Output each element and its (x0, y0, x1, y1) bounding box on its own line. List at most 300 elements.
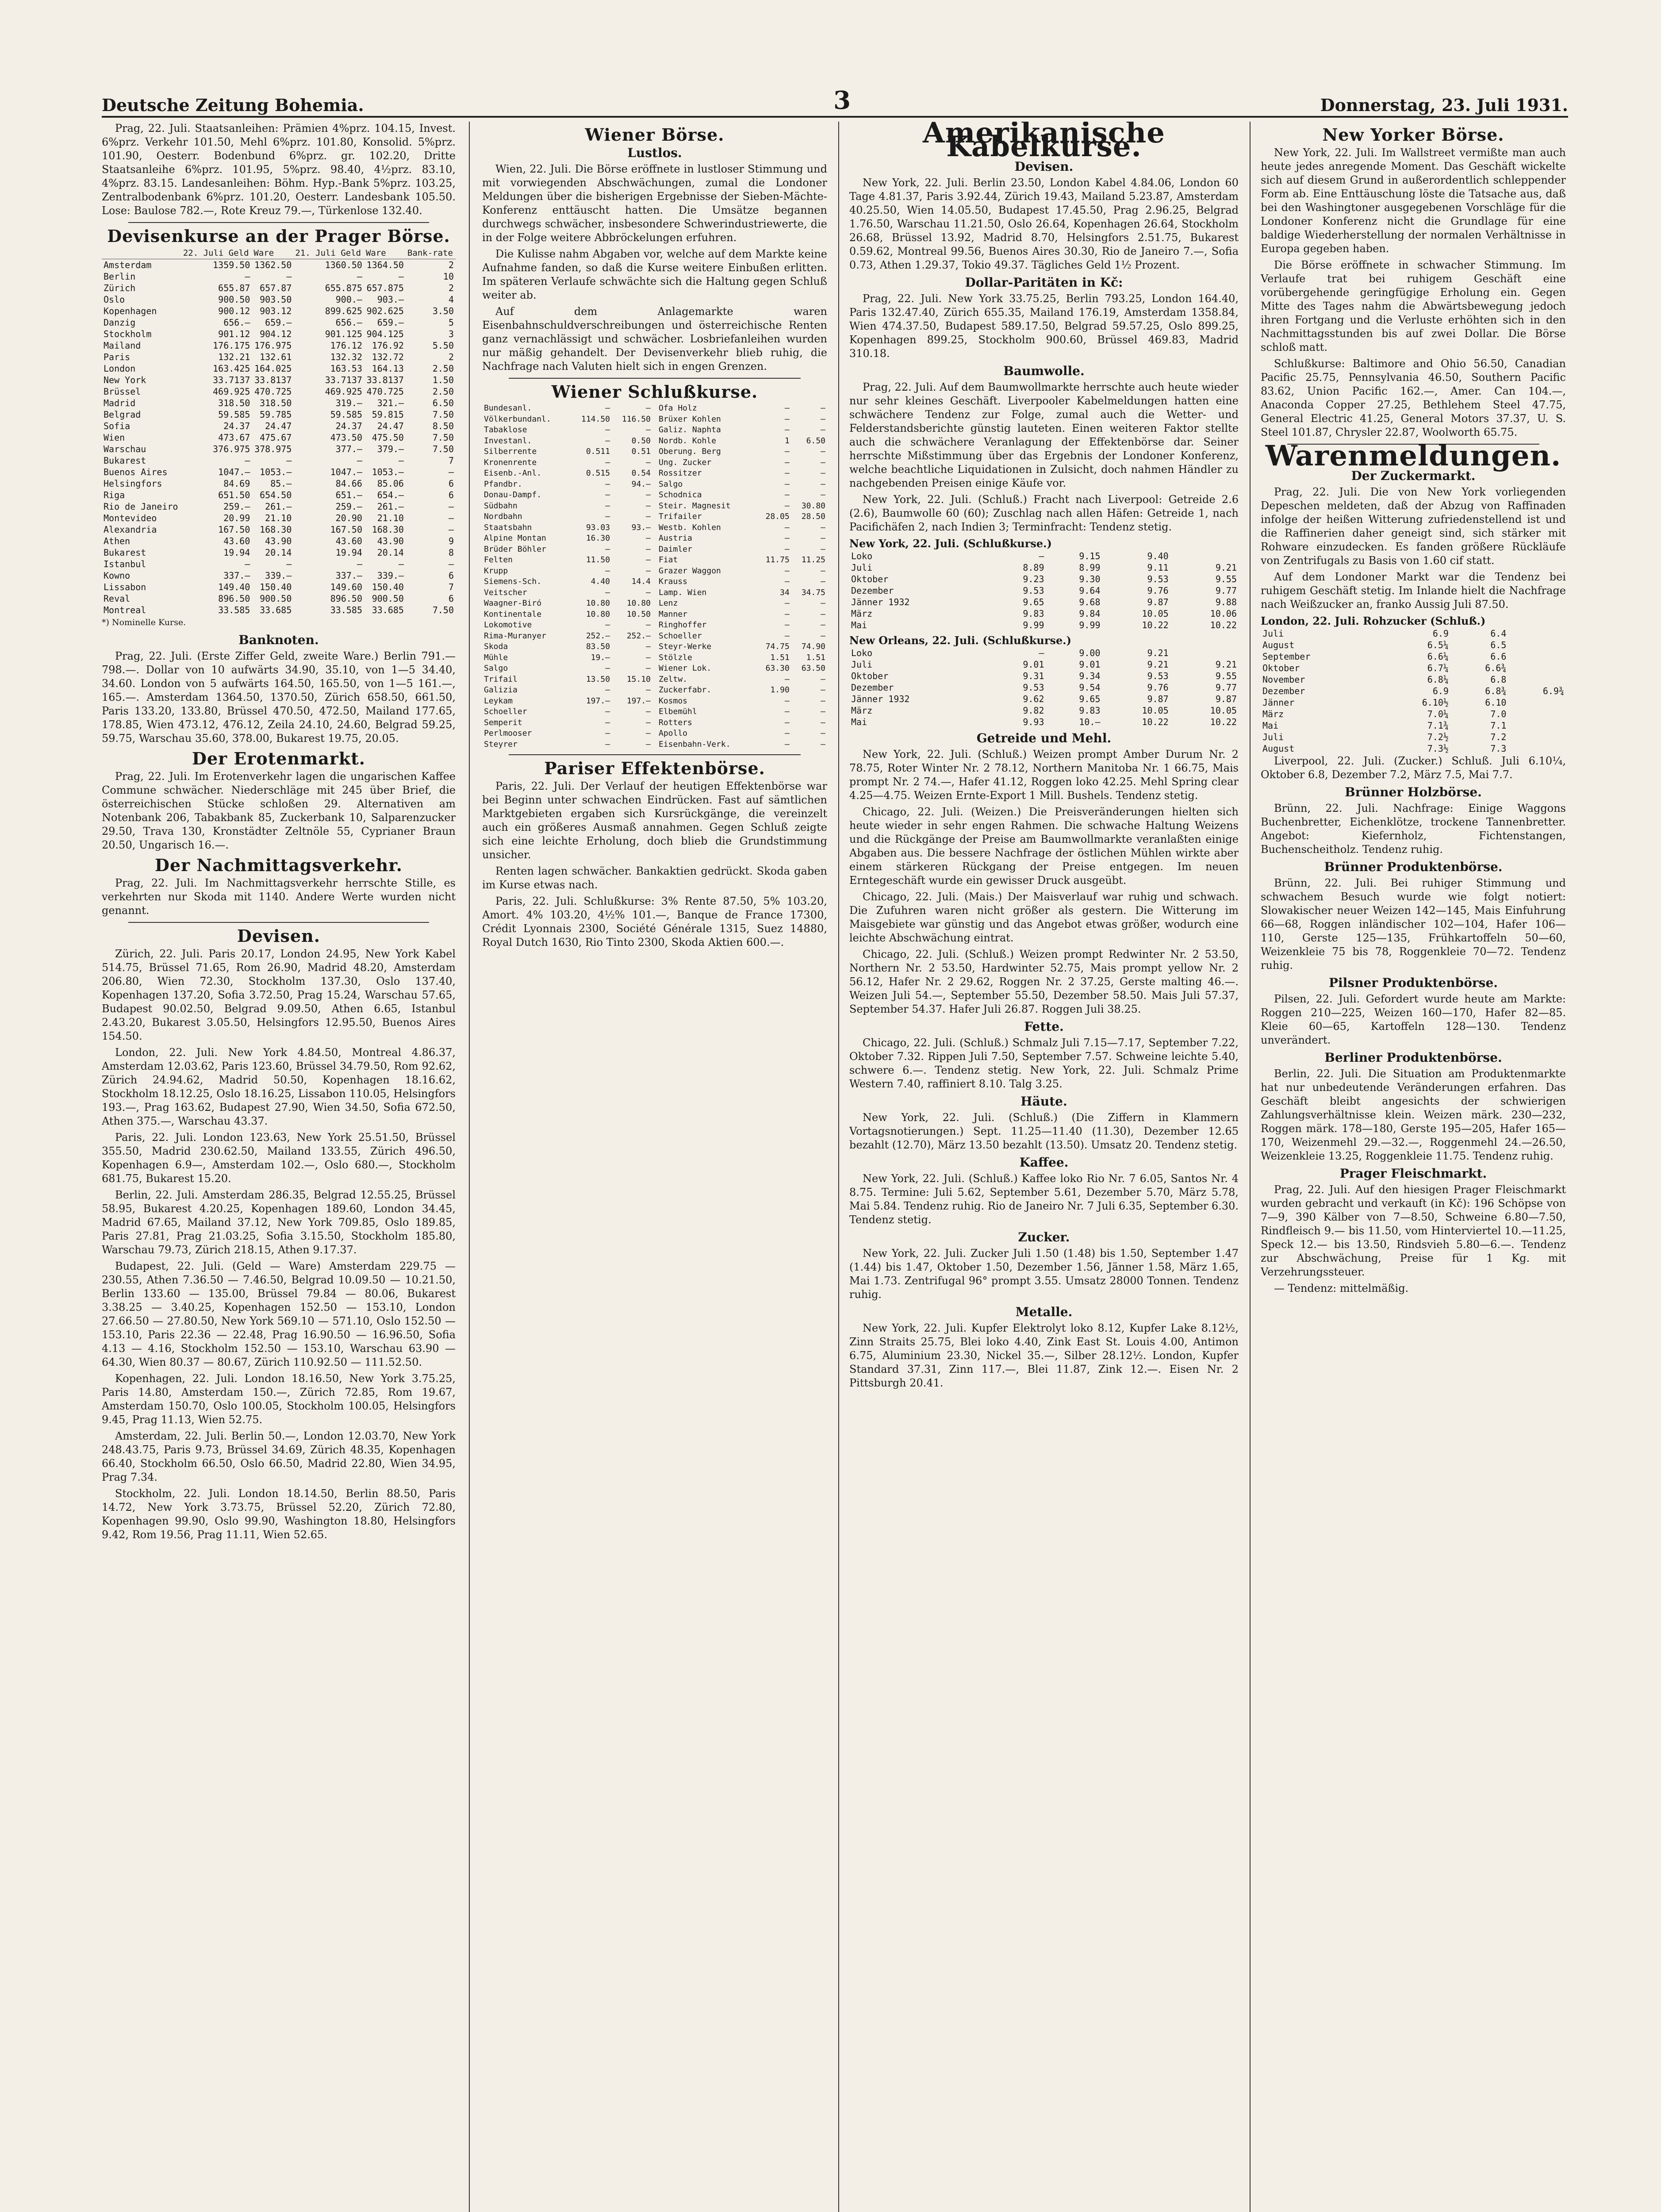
table-cell: — (821, 685, 825, 695)
nachmittag-title: Der Nachmittagsverkehr. (154, 855, 403, 875)
london-sugar-table (1261, 628, 1566, 754)
devisen-paragraph: Kopenhagen, 22. Juli. London 18.16.50, New York 3.75.25, Paris 14.80, Amsterdam 150.—, Zürich 72.85, Rom 19.67, Amsterdam 150.70, Oslo 100.05, Stockholm 100.05, Helsingfors 9.45, Prag 11.13, Wien 52.75. (102, 1372, 456, 1426)
paris-paragraph: Renten lagen schwächer. Bankaktien gedrückt. Skoda gaben im Kurse etwas nach. (482, 865, 827, 891)
table-cell: 2 (448, 260, 454, 270)
table-cell: 33.585 (330, 605, 362, 615)
table-row (482, 707, 652, 718)
table-cell: — (605, 707, 610, 716)
table-cell: Silberrente (484, 447, 537, 456)
ny-paragraph: Schlußkurse: Baltimore and Ohio 56.50, Canadian Pacific 25.75, Pennsylvania 46.50, Southern Pacific 83.62, Union Pacific 162.—, Amer. Can 104.—, Anaconda Copper 27.25, Bethlehem Steel 47.75, General Electric 41.25, General Motors 37.37, U. S. Steel 101.87, Chrysler 22.87, Woolworth 65.75. (1261, 357, 1566, 438)
table-row (657, 696, 827, 707)
table-cell: 9.01 (1023, 659, 1044, 670)
table-cell: 33.7137 (325, 375, 362, 385)
devisen-paragraph: Budapest, 22. Juli. (Geld — Ware) Amsterdam 229.75 — 230.55, Athen 7.36.50 — 7.46.50, Belgrad 10.09.50 — 10.21.50, Berlin 133.60 — 135.00, Brüssel 79.84 — 80.06, Bukarest 3.38.25 — 3.40.25, Kopenhagen 152.50 — 153.10, London 27.66.50 — 27.80.50, New York 569.10 — 571.10, Oslo 152.50 — 153.10, Paris 22.36 — 22.48, Prag 16.90.50 — 16.96.50, Sofia 4.13 — 4.16, Stockholm 152.50 — 153.10, Warschau 63.90 — 64.30, Wien 80.37 — 80.67, Zürich 110.92.50 — 111.52.50. (102, 1260, 456, 1368)
table-row (102, 524, 456, 535)
table-header-cell: Ware (364, 247, 406, 259)
fette-sub: Fette. (1024, 1019, 1064, 1034)
table-cell: 9.87 (1215, 694, 1237, 704)
table-row (849, 573, 1239, 585)
table-row (482, 620, 652, 631)
table-cell: 651.50 (218, 490, 250, 500)
table-cell: 10.22 (1142, 717, 1169, 727)
table-cell: 163.53 (330, 363, 362, 374)
table-row (102, 363, 456, 374)
table-cell: — (605, 490, 610, 499)
table-cell: 7.2 (1490, 732, 1507, 742)
table-row (102, 305, 456, 317)
table-cell: 83.50 (586, 642, 610, 651)
kaffee-text: New York, 22. Juli. (Schluß.) Kaffee loko Rio Nr. 7 6.05, Santos Nr. 4 8.75. Termine: Juli 5.62, September 5.61, Dezember 5.70, März 5.78, Mai 5.84. Tendenz ruhig. Rio de Janeiro Nr. 7 Juli 6.35, September 6.30. Tendenz stetig. (849, 1172, 1239, 1226)
section-rule (128, 222, 429, 223)
intro-paragraph: Prag, 22. Juli. Staatsanleihen: Prämien 4%prz. 104.15, Invest. 6%prz. Verkehr 101.50, Mehl 6%prz. 101.80, Konsolid. 5%prz. 101.90, Oesterr. Bodenbund 6%prz. gr. 102.20, Dritte Staatsanleihe 6%prz. 101.95, 5%prz. 98.40, 4½prz. 83.10, 4%prz. 83.15. Landesanleihen: Böhm. Hyp.-Bank 5%prz. 103.25, Zentralbodenbank 6%prz. 101.20, Oesterr. Landesbank 105.50. Lose: Baulose 782.—, Rote Kreuz 79.—, Türkenlose 132.40. (102, 122, 456, 217)
table-cell: Rima-Muranyer (484, 631, 546, 641)
table-cell: 6.8¼ (1427, 674, 1449, 685)
table-cell: 24.47 (265, 421, 292, 431)
table-cell: 176.12 (330, 340, 362, 351)
table-cell: 10.22 (1210, 620, 1237, 630)
table-cell: — (398, 455, 404, 466)
table-row (102, 374, 456, 386)
table-cell: 10.80 (586, 609, 610, 619)
table-cell: 1047.— (330, 467, 362, 477)
table-cell: — (821, 469, 825, 478)
ny-boerse-title: New Yorker Börse. (1322, 125, 1504, 145)
table-cell: London (104, 363, 136, 374)
table-cell: — (245, 271, 250, 282)
baumwolle-sub: Baumwolle. (1003, 364, 1085, 378)
table-cell: 8.99 (1079, 562, 1101, 573)
table-cell: 20.99 (223, 513, 250, 523)
table-cell: 116.50 (621, 414, 651, 424)
table-cell: 9.00 (1079, 648, 1101, 658)
table-cell: — (784, 674, 790, 684)
table-cell: 6.9 (1432, 628, 1449, 639)
table-cell: 337.— (223, 570, 250, 581)
table-cell: 43.60 (223, 536, 250, 546)
getreide-paragraph: Chicago, 22. Juli. (Weizen.) Die Preisveränderungen hielten sich heute wieder in sehr engen Rahmen. Die schwache Haltung Weizens und die Rückgänge der Preise am Baumwollmarkte veranlaßten einige Abgaben aus. Die bessere Nachfrage der östlichen Mühlen wirkte aber einem stärkeren Rückgang der Preise entgegen. Im neuen Erntegeschäft wurde ein gewisser Druck ausgeübt. (849, 806, 1239, 887)
table-row (482, 468, 652, 479)
table-cell: 252.— (626, 631, 651, 641)
table-cell: 43.60 (335, 536, 362, 546)
holz-sub: Brünner Holzbörse. (1345, 785, 1482, 799)
schluss-table-right (657, 403, 827, 750)
table-cell: 7.1¾ (1427, 720, 1449, 731)
table-cell: Jänner 1932 (851, 694, 910, 704)
table-cell: Mailand (104, 340, 141, 351)
schluss-table-left (482, 403, 652, 750)
erzeugnis-text: Prag, 22. Juli. Im Erotenverkehr lagen die ungarischen Kaffee Commune schwächer. Niederschläge mit 245 über Brief, die österreichischen Stücke schloßen 29. Alternativen am Notenbank 206, Tabakbank 85, Zuckerbank 10, Salparenzucker 29.50, Trava 130, Kronstädter Zeltnöle 55, Cyprianer Braun 20.50, Ungarisch 16.—. (102, 770, 456, 851)
table-cell (1508, 628, 1566, 639)
table-cell: 9.54 (1079, 682, 1101, 693)
table-row (102, 581, 456, 593)
table-cell: 470.725 (366, 386, 404, 397)
table-row (482, 490, 652, 501)
table-cell: — (605, 664, 610, 673)
table-row (657, 403, 827, 414)
table-cell: 475.50 (372, 432, 404, 443)
table-cell: Alpine Montan (484, 534, 546, 543)
wien-paragraph: Auf dem Anlagemarkte waren Eisenbahnschuldverschreibungen und österreichische Renten ganz vernachlässigt und schwächer. Losbriefanleihen wurden nur mäßig gehandelt. Der Devisenverkehr blieb ruhig, die Nachfrage nach Valuten hielt sich in engen Grenzen. (482, 305, 827, 373)
table-row (482, 414, 652, 425)
table-cell: — (784, 522, 790, 532)
table-cell: 15.10 (626, 674, 651, 684)
berlin-text: Berlin, 22. Juli. Die Situation am Produktenmarkte hat nur unbedeutende Veränderungen erfahren. Das Geschäft bleibt angesichts der schwierigen Zahlungsverhältnisse klein. Weizen märk. 230—232, Roggen märk. 178—180, Gerste 195—205, Hafer 165—170, Weizenmehl 29.—32.—, Roggenmehl 24.—26.50, Weizenkleie 13.25, Roggenkleie 11.75. Tendenz ruhig. (1261, 1068, 1566, 1162)
table-row (657, 522, 827, 534)
table-cell: 6.9 (1432, 686, 1449, 696)
table-cell: — (646, 490, 651, 499)
table-row (657, 674, 827, 685)
table-row (849, 562, 1239, 573)
table-cell: 59.785 (260, 409, 292, 420)
table-cell: 8.89 (1023, 562, 1044, 573)
table-cell: 10.80 (626, 599, 651, 608)
table-row (482, 555, 652, 566)
table-cell: Salgo (659, 479, 683, 489)
table-cell: 1360.50 (325, 260, 362, 270)
ny-paragraph: Die Börse eröffnete in schwacher Stimmung. Im Verlaufe trat bei ruhigem Geschäft eine vorübergehende geringfügige Erholung ein. Gegen Mitte des Tages nahm die Abwärtsbewegung jedoch ihren Fortgang und die Verluste erhöhten sich in den Nachmittagsstunden bis auf zwei Dollar. Die Börse schloß matt. (1261, 259, 1566, 353)
table-cell: Zeltw. (659, 674, 688, 684)
table-cell: 150.40 (260, 582, 292, 592)
table-cell: Zuckerfabr. (659, 685, 712, 695)
table-row (102, 501, 456, 512)
table-cell: Fiat (659, 555, 678, 565)
table-cell: 2.50 (432, 386, 454, 397)
table-cell: Mai (851, 620, 867, 630)
banknoten-text: Prag, 22. Juli. (Erste Ziffer Geld, zweite Ware.) Berlin 791.— 798.—. Dollar von 10 aufwärts 34.90, 35.10, von 1—5 34.40, 34.60. London von 5 aufwärts 164.50, 165.50, von 1—5 161.—, 165.—. Amsterdam 1364.50, 1370.50, Zürich 658.50, 661.50, Paris 133.20, 133.80, Brüssel 470.50, 472.50, Mailand 177.65, 178.85, Wien 473.12, 476.12, Zeila 24.10, 24.60, Belgrad 59.25, 59.75, Warschau 35.60, 378.00, Bukarest 19.75, 20.05. (102, 650, 456, 745)
table-cell: — (605, 403, 610, 413)
table-cell: Steyr-Werke (659, 642, 712, 651)
table-cell: — (821, 566, 825, 576)
table-row (1261, 639, 1566, 651)
devisen-paragraph: Paris, 22. Juli. London 123.63, New York 25.51.50, Brüssel 355.50, Madrid 230.62.50, Mailand 133.55, Zürich 496.50, Kopenhagen 6.9—, Amsterdam 102.—, Oslo 680.—, Stockholm 681.75, Bukarest 15.20. (102, 1131, 456, 1185)
table-cell: Oktober (851, 574, 889, 584)
table-row (657, 663, 827, 674)
table-cell: — (784, 534, 790, 543)
table-cell: 9.53 (1023, 682, 1044, 693)
table-cell: — (821, 544, 825, 554)
table-cell: Lamp. Wien (659, 588, 707, 597)
table-cell: Dezember (1262, 686, 1305, 696)
table-cell: 20.14 (377, 547, 404, 558)
table-cell: Siemens-Sch. (484, 577, 542, 586)
table-cell: 19.— (591, 653, 610, 662)
wien-subtitle: Lustlos. (627, 146, 682, 160)
table-cell: 0.511 (586, 447, 610, 456)
table-cell: — (605, 436, 610, 445)
table-row (482, 544, 652, 555)
table-cell: 9.21 (1147, 659, 1169, 670)
table-cell: — (605, 544, 610, 554)
table-cell: — (784, 729, 790, 738)
table-header-cell: Ware (252, 247, 293, 259)
table-row (657, 620, 827, 631)
table-row (482, 576, 652, 588)
table-cell: 24.47 (377, 421, 404, 431)
table-cell: Helsingfors (104, 478, 162, 489)
table-cell: — (821, 631, 825, 641)
table-cell: Grazer Waggon (659, 566, 721, 576)
getreide-paragraphs (849, 748, 1239, 1016)
table-cell: 33.685 (260, 605, 292, 615)
table-cell: 6.10½ (1422, 697, 1449, 708)
table-row (1261, 743, 1566, 754)
table-cell: Bukarest (104, 455, 146, 466)
kabel-title: Amerikanische Kabelkurse. (922, 122, 1166, 163)
table-cell: 24.37 (335, 421, 362, 431)
table-cell: 1047.— (218, 467, 250, 477)
table-cell: — (821, 457, 825, 467)
table-cell: Perlmooser (484, 729, 532, 738)
table-cell: 9.21 (1215, 562, 1237, 573)
table-cell: Reval (104, 593, 130, 604)
table-cell: März (851, 608, 873, 619)
column-2 (482, 122, 827, 2212)
table-cell: Trifailer (659, 512, 702, 521)
table-cell: — (821, 609, 825, 619)
table-cell: 473.50 (330, 432, 362, 443)
table-cell: 176.175 (213, 340, 250, 351)
table-cell: Juli (1262, 628, 1284, 639)
table-cell: 9.77 (1215, 585, 1237, 596)
table-cell (1508, 708, 1566, 720)
table-cell: Schoeller (659, 631, 702, 641)
table-cell: 0.515 (586, 469, 610, 478)
erzeugnis-title: Der Erotenmarkt. (192, 749, 366, 768)
table-cell: 9.55 (1215, 671, 1237, 681)
table-cell: 7.2½ (1427, 732, 1449, 742)
table-cell: 63.50 (801, 664, 825, 673)
table-cell: 904.12 (260, 329, 292, 339)
table-cell: 651.— (335, 490, 362, 500)
header-rule (102, 116, 1568, 118)
table-cell: — (784, 414, 790, 424)
table-cell (1508, 651, 1566, 662)
table-row (102, 432, 456, 443)
table-cell: 164.025 (254, 363, 292, 374)
table-header-cell (102, 247, 181, 259)
table-cell: Waagner-Biró (484, 599, 542, 608)
devisen-paragraph: London, 22. Juli. New York 4.84.50, Montreal 4.86.37, Amsterdam 12.03.62, Paris 123.60, Brüssel 34.79.50, Rom 92.62, Zürich 24.94.62, Madrid 50.50, Kopenhagen 18.16.62, Stockholm 18.12.25, Oslo 18.16.25, Lissabon 110.05, Helsingfors 193.—, Prag 163.62, Budapest 27.90, Wien 34.50, Sofia 672.50, Athen 375.—, Warschau 43.37. (102, 1046, 456, 1127)
zucker-sub: Zucker. (1018, 1230, 1070, 1244)
table-cell: 84.66 (335, 478, 362, 489)
waren-title: Warenmeldungen. (1265, 439, 1561, 472)
table-cell: — (646, 642, 651, 651)
devisen-header-row (102, 247, 456, 259)
table-cell: — (605, 512, 610, 521)
table-row (1261, 662, 1566, 674)
table-row (102, 604, 456, 616)
table-cell: 10.05 (1142, 705, 1169, 716)
table-cell: Rossitzer (659, 469, 702, 478)
table-row (1261, 708, 1566, 720)
table-cell: 3.50 (432, 306, 454, 316)
table-cell: Wiener Lok. (659, 664, 712, 673)
table-cell: 33.7137 (213, 375, 250, 385)
table-cell: Salgo (484, 664, 508, 673)
table-cell: 896.50 (330, 593, 362, 604)
table-cell: 9.01 (1079, 659, 1101, 670)
table-cell: 9.64 (1079, 585, 1101, 596)
produkt-text: Brünn, 22. Juli. Bei ruhiger Stimmung und schwachem Besuch wurde wie folgt notiert: Slowakischer neuer Weizen 142—145, Mais Einfuhrung 66—68, Roggen inländischer 102—104, Hafer 106—110, Gerste 125—135, Frühkartoffeln 50—60, Weizenkleie 75 bis 78, Roggenkleie 70—72. Tendenz ruhig. (1261, 877, 1566, 972)
table-cell: Montevideo (104, 513, 157, 523)
devisen-paragraph: Amsterdam, 22. Juli. Berlin 50.—, London 12.03.70, New York 248.43.75, Paris 9.73, Brüssel 34.69, Zürich 48.35, Kopenhagen 66.40, Stockholm 66.50, Oslo 66.50, Madrid 22.80, Wien 34.95, Prag 7.34. (102, 1430, 456, 1483)
table-cell: Steir. Magnesit (659, 501, 731, 511)
table-cell: 252.— (586, 631, 610, 641)
table-cell: 167.50 (330, 524, 362, 535)
table-cell: — (605, 588, 610, 597)
table-cell: 7.50 (432, 409, 454, 420)
table-cell: Oberung. Berg (659, 447, 721, 456)
table-cell: 10.— (1079, 717, 1101, 727)
table-cell: 0.51 (631, 447, 651, 456)
table-cell: Amsterdam (104, 260, 152, 270)
table-cell: Stockholm (104, 329, 152, 339)
table-cell: — (784, 566, 790, 576)
table-cell: 9.82 (1023, 705, 1044, 716)
table-cell: Brüxer Kohlen (659, 414, 721, 424)
table-row (1261, 674, 1566, 685)
table-cell: Jänner 1932 (851, 597, 910, 607)
table-cell: — (784, 577, 790, 586)
column-rule-3 (1250, 122, 1251, 2212)
table-cell: 9.53 (1023, 585, 1044, 596)
section-rule (128, 922, 429, 923)
table-row (657, 555, 827, 566)
table-cell: Oktober (1262, 663, 1300, 673)
table-row (482, 457, 652, 469)
table-cell: Investanl. (484, 436, 532, 445)
table-cell: Mai (1262, 720, 1279, 731)
table-cell: — (646, 729, 651, 738)
table-cell: Felten (484, 555, 513, 565)
table-cell: Daimler (659, 544, 692, 554)
table-cell: Mai (851, 717, 867, 727)
table-row (657, 598, 827, 609)
closing-text: — Tendenz: mittelmäßig. (1274, 1282, 1409, 1294)
table-cell: — (821, 414, 825, 424)
table-cell: — (784, 631, 790, 641)
table-cell: 43.90 (265, 536, 292, 546)
zuckermarkt-sub: Der Zuckermarkt. (1351, 469, 1476, 483)
table-header-cell: 21. Juli Geld (293, 247, 364, 259)
section-rule (509, 754, 801, 755)
table-cell: — (784, 403, 790, 413)
table-cell: 11.75 (765, 555, 790, 565)
column-4 (1261, 122, 1566, 2212)
table-row (1261, 731, 1566, 743)
table-cell: Danzig (104, 317, 136, 328)
table-cell: Lokomotive (484, 620, 532, 630)
table-cell: 10.06 (1210, 608, 1237, 619)
table-cell (1508, 674, 1566, 685)
table-row (657, 631, 827, 642)
table-cell: 74.90 (801, 642, 825, 651)
table-cell: — (646, 501, 651, 511)
table-cell: Oslo (104, 294, 125, 305)
devisen-paragraph: Stockholm, 22. Juli. London 18.14.50, Berlin 88.50, Paris 14.72, New York 3.73.75, Brüssel 52.20, Zürich 72.80, Kopenhagen 99.90, Oslo 99.90, Washington 18.80, Helsingfors 9.42, Rom 19.56, Prag 11.11, Wien 52.65. (102, 1487, 456, 1541)
fette-text: Chicago, 22. Juli. (Schluß.) Schmalz Juli 7.15—7.17, September 7.22, Oktober 7.32. Rippen Juli 7.50, September 7.57. Schweine leichte 5.40, schwere 6.—. Tendenz stetig. New York, 22. Juli. Schmalz Prime Western 7.40, raffiniert 8.10. Talg 3.25. (849, 1037, 1239, 1090)
table-cell: — (646, 664, 651, 673)
table-cell: Brüssel (104, 386, 141, 397)
table-cell: 2.50 (432, 363, 454, 374)
table-row (849, 659, 1239, 670)
no-cotton-table (849, 647, 1239, 728)
table-cell: Juli (851, 659, 873, 670)
table-cell: — (646, 620, 651, 630)
table-cell: 9.88 (1215, 597, 1237, 607)
masthead-left: Deutsche Zeitung Bohemia. (102, 95, 364, 115)
liverpool-text: Liverpool, 22. Juli. (Zucker.) Schluß. Juli 6.10¼, Oktober 6.8, Dezember 7.2, März 7.5, Mai 7.7. (1261, 755, 1566, 781)
table-row (482, 522, 652, 534)
table-cell: 6.8 (1490, 674, 1507, 685)
table-row (1261, 651, 1566, 662)
table-cell: 6 (448, 478, 454, 489)
table-cell: März (1262, 709, 1284, 719)
table-cell: Kopenhagen (104, 306, 157, 316)
table-cell: 654.— (377, 490, 404, 500)
table-cell: 9.76 (1147, 682, 1169, 693)
table-cell: 11.50 (586, 555, 610, 565)
table-cell: 16.30 (586, 534, 610, 543)
table-cell: 6.6 (1490, 651, 1507, 662)
ny-paragraph: New York, 22. Juli. Im Wallstreet vermißte man auch heute jedes anregende Moment. Das Geschäft wickelte sich auf diesem Grund in außerordentlich schleppender Form ab. Eine Enttäuschung löste die Tatsache aus, daß bei den Washingtoner ausgegebenen Vorschläge für die Londoner Konferenz nicht die Grundlage für eine baldige Wiederherstellung der normalen Verhältnisse in Europa gegeben haben. (1261, 146, 1566, 255)
table-cell: 319.— (335, 398, 362, 408)
table-cell: 33.685 (372, 605, 404, 615)
table-cell: 9.62 (1023, 694, 1044, 704)
table-cell: 132.72 (372, 352, 404, 362)
table-cell: 10.22 (1142, 620, 1169, 630)
table-cell: — (784, 739, 790, 749)
table-row (102, 351, 456, 363)
table-cell: 132.61 (260, 352, 292, 362)
table-row (657, 414, 827, 425)
table-cell: 896.50 (218, 593, 250, 604)
table-cell: 9.76 (1147, 585, 1169, 596)
devisen-title: Devisenkurse an der Prager Börse. (107, 226, 450, 246)
table-cell: 10.05 (1210, 705, 1237, 716)
table-cell: — (821, 729, 825, 738)
table-row (849, 682, 1239, 693)
table-cell: 6.8¾ (1485, 686, 1507, 696)
table-cell: 259.— (223, 501, 250, 512)
table-row (657, 544, 827, 555)
column-rule-1 (469, 122, 470, 2212)
table-cell: Rio de Janeiro (104, 501, 178, 512)
table-cell: Donau-Dampf. (484, 490, 542, 499)
table-cell: 21.10 (265, 513, 292, 523)
table-cell: 1359.50 (213, 260, 250, 270)
table-row (482, 511, 652, 522)
table-row (657, 653, 827, 664)
table-cell: Istanbul (104, 559, 146, 569)
table-cell: 900.50 (260, 593, 292, 604)
table-cell: 5 (448, 317, 454, 328)
table-cell (1508, 639, 1566, 651)
table-row (102, 294, 456, 305)
table-cell: 2 (448, 283, 454, 293)
table-cell: 657.875 (366, 283, 404, 293)
table-cell: 6.6¼ (1427, 651, 1449, 662)
table-cell: 475.67 (260, 432, 292, 443)
table-cell: Mühle (484, 653, 508, 662)
table-cell: Kronenrente (484, 457, 537, 467)
table-row (102, 397, 456, 409)
column-3 (849, 122, 1239, 2212)
table-cell: 376.975 (213, 444, 250, 454)
table-cell: 9.31 (1023, 671, 1044, 681)
table-cell: 9.30 (1079, 574, 1101, 584)
table-cell: 9.65 (1023, 597, 1044, 607)
